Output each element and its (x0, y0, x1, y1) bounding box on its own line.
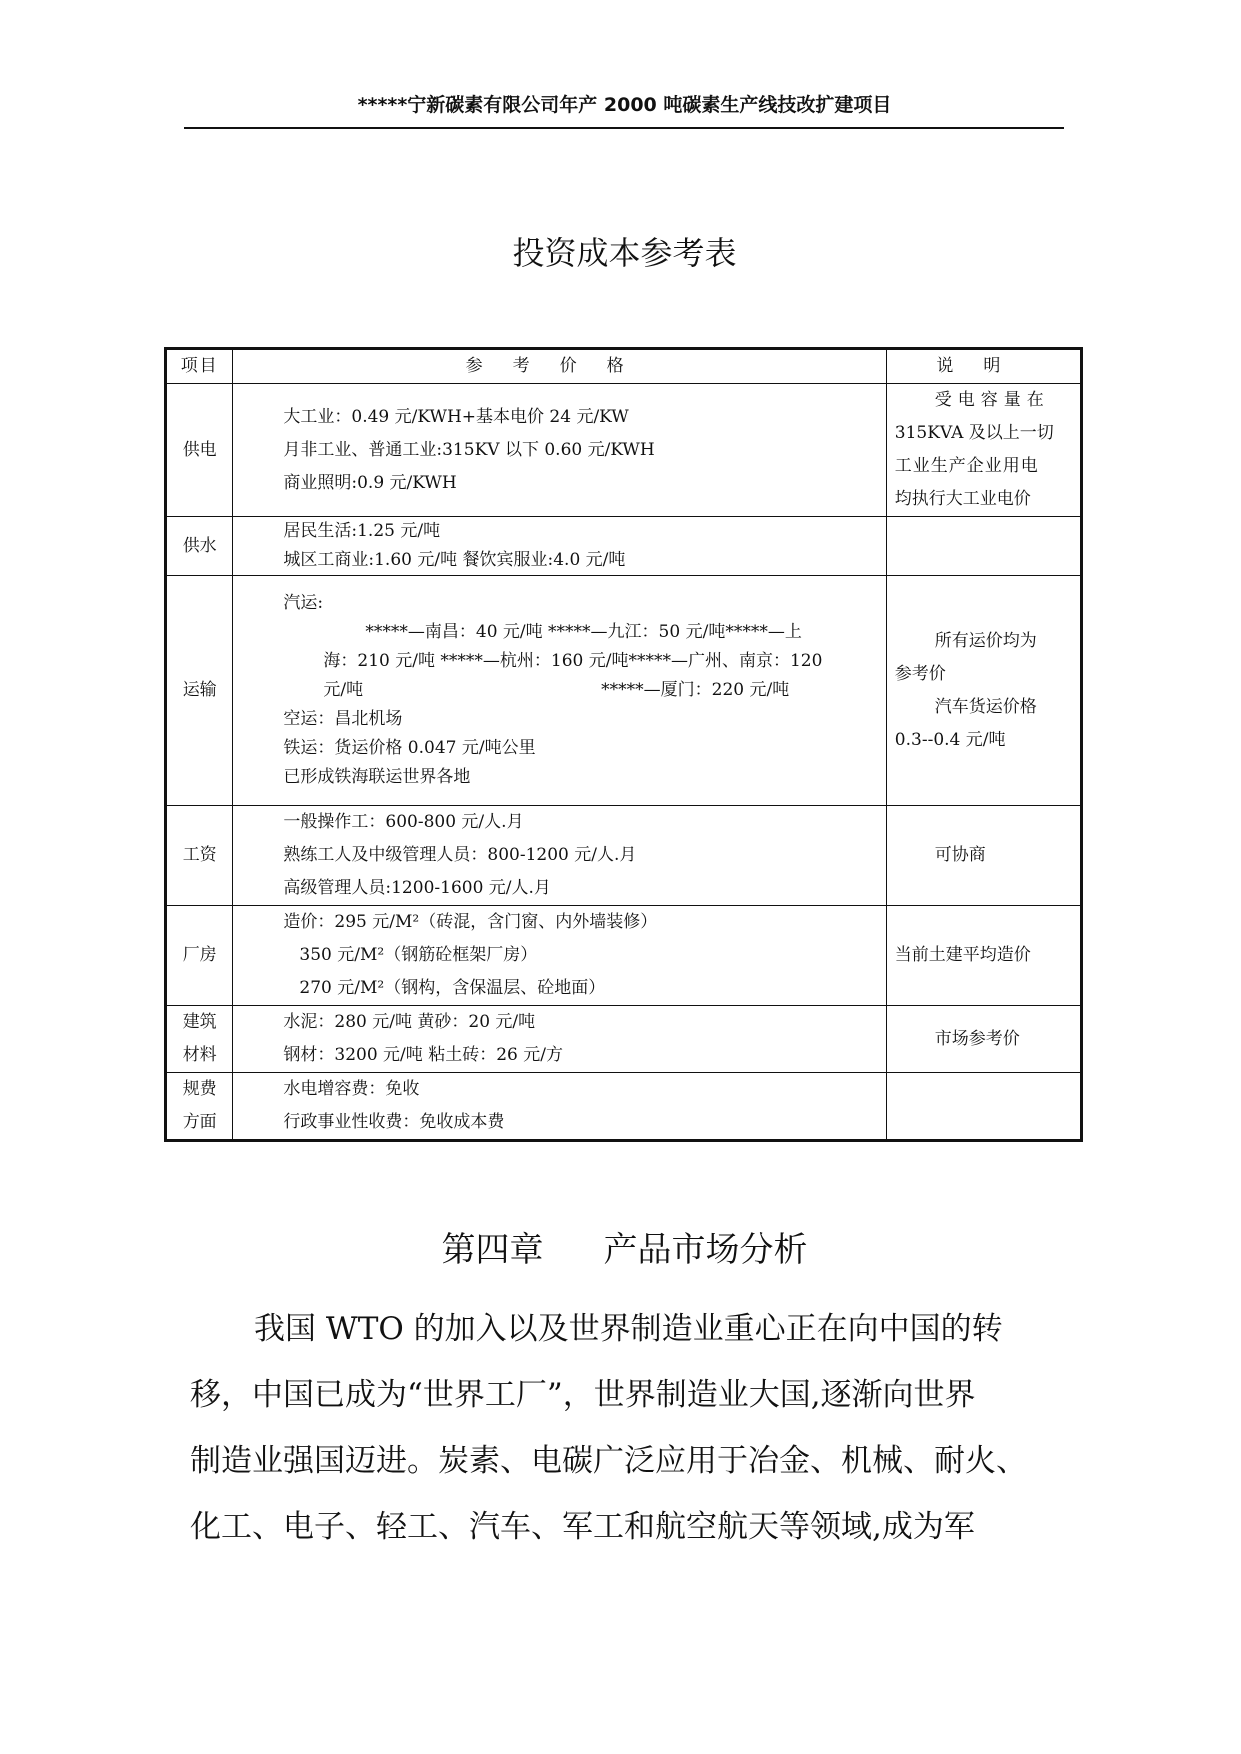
header-note: 说明 (886, 349, 1081, 384)
note-line: 市场参考价 (934, 1028, 1020, 1049)
price-line: 空运：昌北机场 (283, 709, 403, 729)
item-line: 方面 (182, 1112, 217, 1132)
row-price-wage (233, 806, 886, 906)
row-price-water (233, 517, 886, 576)
row-item-fees (166, 1073, 233, 1141)
row-item-factory: 厂房 (166, 906, 233, 1006)
item-line: 建筑 (182, 1012, 217, 1032)
row-price-power (233, 384, 886, 517)
note-line: 315KVA 及以上一切 (894, 423, 1054, 443)
note-line: 可协商 (934, 845, 986, 865)
row-price-factory (233, 906, 886, 1006)
row-item-transport: 运输 (166, 576, 233, 806)
price-line: 行政事业性收费：免收成本费 (283, 1112, 505, 1132)
note-line: 受电容量在 (934, 390, 1050, 410)
note-line: 当前土建平均造价 (894, 945, 1031, 965)
row-note-materials (886, 1006, 1081, 1073)
price-line: 钢材：3200 元/吨 粘土砖：26 元/方 (283, 1045, 563, 1065)
body-line: 制造业强国迈进。炭素、电碳广泛应用于冶金、机械、耐火、 (190, 1443, 1027, 1479)
body-line: 移，中国已成为“世界工厂”，世界制造业大国,逐渐向世界 (190, 1377, 976, 1413)
table-title: 投资成本参考表 (512, 234, 737, 272)
price-line: 大工业：0.49 元/KWH+基本电价 24 元/KW (283, 406, 629, 427)
price-line: 月非工业、普通工业:315KV 以下 0.60 元/KWH (283, 439, 655, 460)
price-line: 海：210 元/吨 *****—杭州：160 元/吨*****—广州、南京：120 (323, 651, 823, 671)
price-line: 居民生活:1.25 元/吨 (283, 521, 441, 541)
price-line (283, 676, 885, 705)
price-line: 一般操作工：600-800 元/人.月 (283, 812, 524, 832)
row-price-materials (233, 1006, 886, 1073)
table-row (166, 806, 1082, 906)
chapter-heading (186, 1222, 1063, 1271)
table-row (166, 384, 1082, 517)
item-line: 材料 (182, 1045, 217, 1065)
price-line: 高级管理人员:1200-1600 元/人.月 (283, 878, 551, 898)
table-row (166, 1073, 1082, 1141)
price-line-part: 元/吨 (323, 680, 364, 700)
price-line: 城区工商业:1.60 元/吨 餐饮宾服业:4.0 元/吨 (283, 550, 626, 570)
body-line: 化工、电子、轻工、汽车、军工和航空航天等领域,成为军 (190, 1509, 975, 1545)
price-line: 350 元/M²（钢筋砼框架厂房） (299, 945, 538, 965)
price-line: 铁运：货运价格 0.047 元/吨公里 (283, 738, 536, 758)
price-line: 商业照明:0.9 元/KWH (283, 472, 457, 493)
row-price-fees (233, 1073, 886, 1141)
row-item-water: 供水 (166, 517, 233, 576)
table-row (166, 517, 1082, 576)
item-line: 规费 (182, 1079, 217, 1099)
header-item: 项目 (166, 349, 233, 384)
price-line: 水泥：280 元/吨 黄砂：20 元/吨 (283, 1012, 536, 1032)
price-line: 熟练工人及中级管理人员：800-1200 元/人.月 (283, 845, 637, 865)
row-item-wage: 工资 (166, 806, 233, 906)
chapter-title: 产品市场分析 (603, 1230, 808, 1270)
table-row (166, 906, 1082, 1006)
row-item-materials (166, 1006, 233, 1073)
price-line: 270 元/M²（钢构，含保温层、砼地面） (299, 978, 606, 998)
row-note-fees (886, 1073, 1081, 1141)
note-line: 参考价 (894, 663, 946, 684)
header-rule (184, 127, 1064, 129)
price-line: 已形成铁海联运世界各地 (283, 767, 471, 787)
table-header-row (166, 349, 1082, 384)
page-header: *****宁新碳素有限公司年产 2000 吨碳素生产线技改扩建项目 (357, 94, 892, 116)
price-line-part: *****—厦门：220 元/吨 (601, 680, 790, 700)
row-price-transport (233, 576, 886, 806)
chapter-number: 第四章 (441, 1230, 544, 1270)
price-line: 造价：295 元/M²（砖混，含门窗、内外墙装修） (283, 912, 658, 932)
row-note-water (886, 517, 1081, 576)
note-line: 工业生产企业用电 (894, 456, 1039, 476)
note-line: 均执行大工业电价 (894, 489, 1031, 509)
price-line: 汽运: (283, 593, 324, 613)
body-line: 我国 WTO 的加入以及世界制造业重心正在向中国的转 (254, 1311, 1003, 1347)
price-line: *****—南昌：40 元/吨 *****—九江：50 元/吨*****—上 (365, 622, 802, 642)
note-line: 0.3--0.4 元/吨 (894, 729, 1006, 750)
investment-cost-table (164, 347, 1083, 1142)
table-row (166, 1006, 1082, 1073)
header-price: 参考价格 (233, 349, 886, 384)
note-line: 所有运价均为 (934, 630, 1037, 651)
table-row (166, 576, 1082, 806)
row-note-transport (886, 576, 1081, 806)
row-note-power (886, 384, 1081, 517)
price-line: 水电增容费：免收 (283, 1079, 420, 1099)
row-note-factory (886, 906, 1081, 1006)
row-note-wage (886, 806, 1081, 906)
row-item-power: 供电 (166, 384, 233, 517)
body-paragraph (190, 1296, 1056, 1560)
note-line: 汽车货运价格 (934, 696, 1037, 717)
